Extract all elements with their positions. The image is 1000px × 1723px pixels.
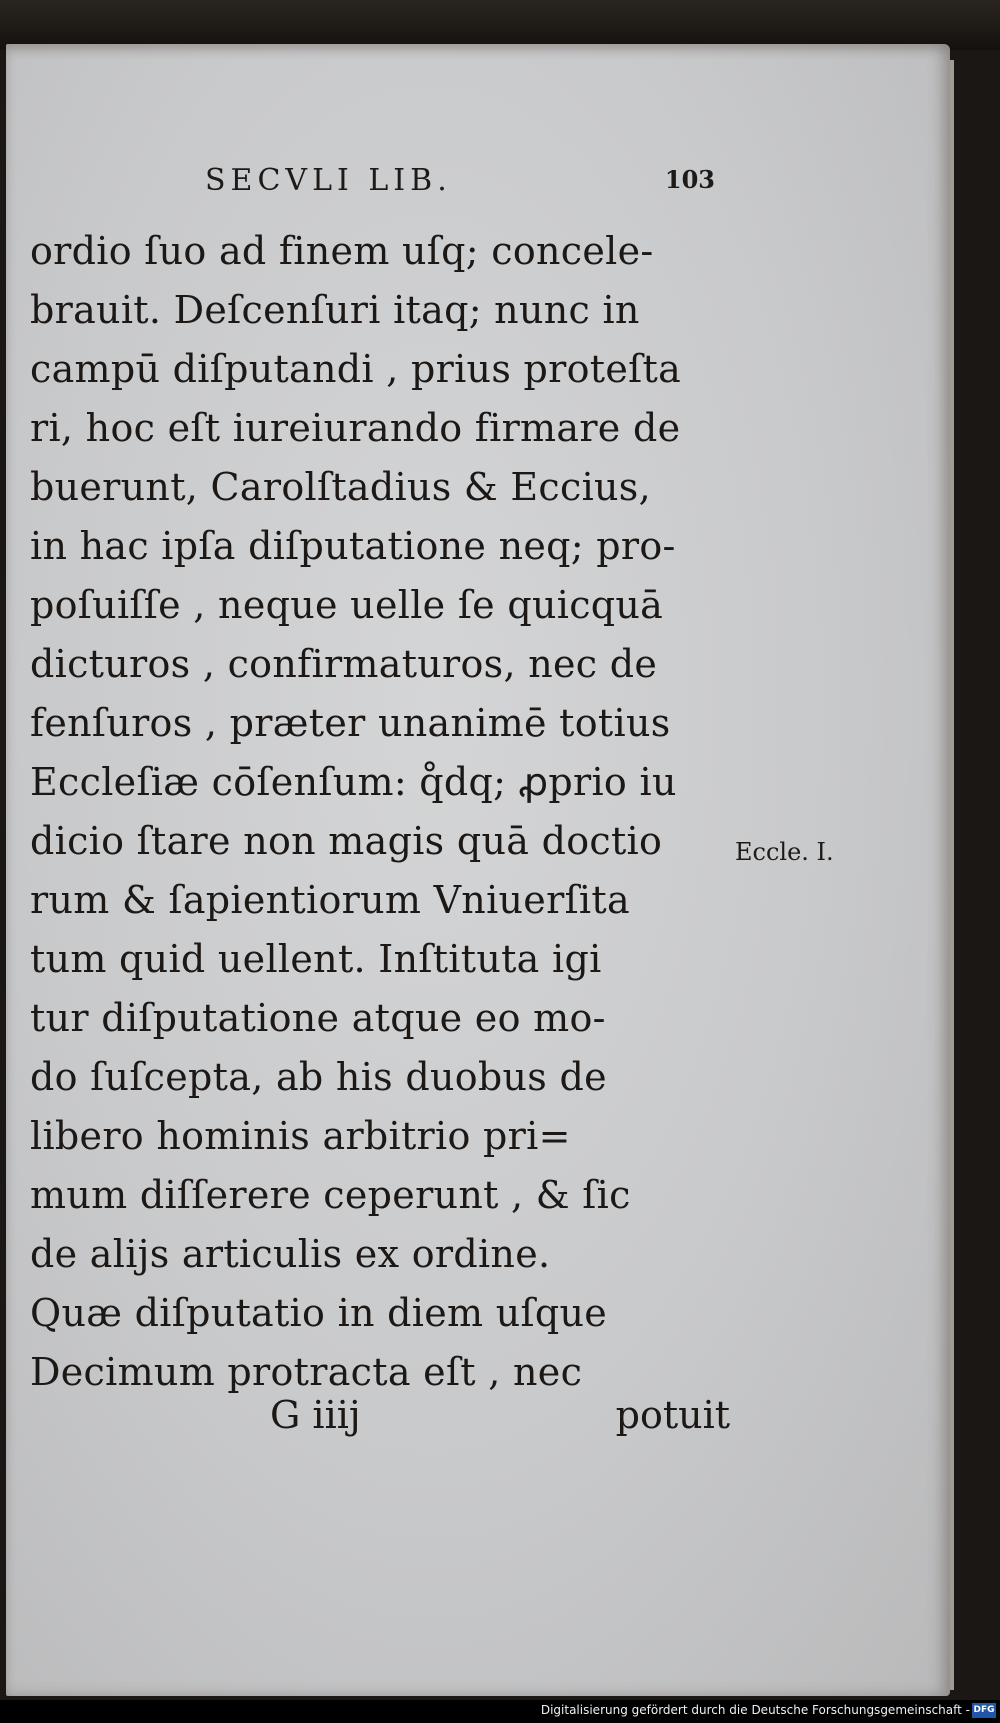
page-header	[205, 163, 715, 203]
text-line: in hac ipſa diſputatione neq; pro-	[30, 524, 676, 568]
text-line: dicturos , confirmaturos, nec de	[30, 642, 658, 686]
text-line: campū diſputandi , prius proteſta	[30, 347, 682, 391]
signature-line	[30, 1393, 730, 1452]
body-text	[30, 222, 730, 1402]
running-title: SECVLI LIB.	[205, 163, 452, 198]
text-line: libero hominis arbitrio pri=	[30, 1114, 571, 1158]
page-number: 103	[664, 165, 715, 194]
signature-mark: G iiij	[270, 1393, 361, 1437]
text-line: poſuiſſe , neque uelle ſe quicquā	[30, 583, 664, 627]
text-line: tur diſputatione atque eo mo-	[30, 996, 606, 1040]
text-line: Eccleſiæ cōſenſum: q̊dq; ꝓprio iu	[30, 760, 677, 804]
footer-bar	[0, 1700, 1000, 1723]
text-line: ri, hoc eſt iureiurando firmare de	[30, 406, 681, 450]
marginal-note: Eccle. I.	[735, 838, 834, 866]
text-line: tum quid uellent. Inſtituta igi	[30, 937, 602, 981]
text-line: do ſuſcepta, ab his duobus de	[30, 1055, 607, 1099]
book-spine-shadow	[0, 0, 1000, 50]
text-line: de alijs articulis ex ordine.	[30, 1232, 551, 1276]
text-line: Quæ diſputatio in diem uſque	[30, 1291, 608, 1335]
text-line: buerunt, Carolſtadius & Eccius,	[30, 465, 651, 509]
text-line: mum diſſerere ceperunt , & ſic	[30, 1173, 631, 1217]
footer-credit: Digitalisierung gefördert durch die Deutsche Forschungsgemeinschaft -	[540, 1703, 970, 1717]
text-line: fenſuros , præter unanimē totius	[30, 701, 671, 745]
text-line: dicio ſtare non magis quā doctio	[30, 819, 663, 863]
catchword: potuit	[615, 1393, 730, 1437]
text-line: brauit. Deſcenſuri itaq; nunc in	[30, 288, 640, 332]
dfg-logo: DFG	[972, 1703, 996, 1718]
text-line: ordio ſuo ad finem uſq; concele-	[30, 229, 654, 273]
text-line: rum & ſapientiorum Vniuerſita	[30, 878, 630, 922]
text-line: Decimum protracta eſt , nec	[30, 1350, 583, 1394]
